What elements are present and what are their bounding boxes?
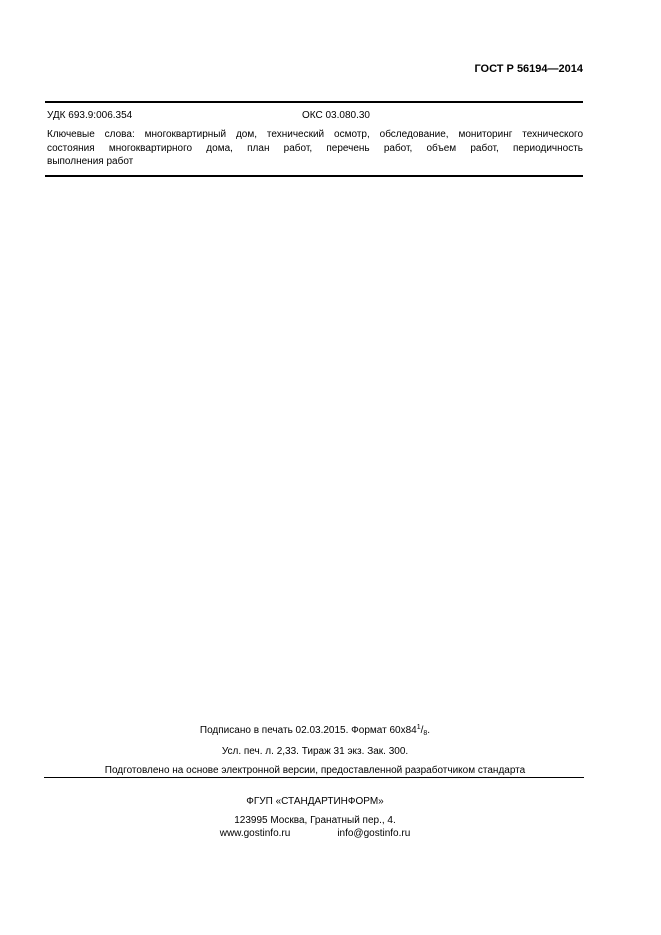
udk-code: УДК 693.9:006.354 — [47, 110, 133, 121]
publisher-name: ФГУП «СТАНДАРТИНФОРМ» — [246, 796, 384, 807]
signed-for-print — [45, 724, 585, 737]
publisher-address: 123995 Москва, Гранатный пер., 4. — [234, 815, 396, 826]
top-divider — [45, 101, 583, 103]
format-end: . — [427, 725, 431, 736]
email-link[interactable]: info@gostinfo.ru — [337, 828, 411, 839]
print-info: Усл. печ. л. 2,33. Тираж 31 экз. Зак. 300. — [221, 746, 409, 757]
format-numerator: 1 — [416, 724, 421, 731]
keywords-block — [47, 128, 583, 169]
publisher-contacts — [45, 828, 585, 839]
classification-row — [47, 110, 583, 121]
keywords-line: состояния многоквартирного дома, план работ, перечень работ, объем работ, периодичность — [47, 142, 583, 154]
website-link[interactable]: www.gostinfo.ru — [219, 828, 291, 839]
keywords-line: Ключевые слова: многоквартирный дом, технический осмотр, обследование, мониторинг технического — [47, 129, 583, 140]
prepared-note: Подготовлено на основе электронной версии, предоставленной разработчиком стандарта — [104, 765, 526, 776]
standard-code: ГОСТ Р 56194—2014 — [474, 63, 583, 75]
signed-text: Подписано в печать 02.03.2015. Формат 60x84 — [199, 725, 417, 736]
format-denominator: 8 — [423, 730, 428, 737]
keywords-line: выполнения работ — [47, 156, 134, 167]
format-slash: / — [420, 725, 424, 736]
oks-code: ОКС 03.080.30 — [302, 110, 370, 121]
keywords-divider — [45, 175, 583, 177]
imprint-divider — [44, 777, 584, 778]
